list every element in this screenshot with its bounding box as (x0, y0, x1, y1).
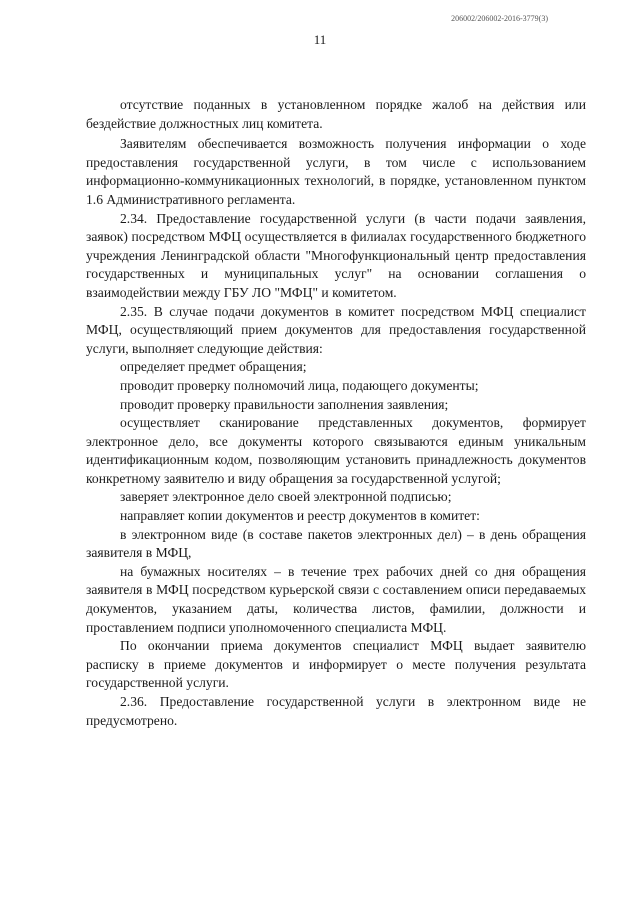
list-item-paper: на бумажных носителях – в течение трех рабочих дней со дня обращения заявителя в МФЦ посредством курьерской связи с составлением описи передаваемых документов, указанием даты, количества листов, фамилии, должности и проставлением подписи уполномоченного специалиста МФЦ. (86, 563, 586, 635)
list-item-scanning: осуществляет сканирование представленных документов, формирует электронное дело, все документы которого связываются единым уникальным идентификационным кодом, позволяющим установить принадлежность документов конкретному заявителю и виду обращения за государственной услугой; (86, 415, 586, 486)
paragraph-receipt: По окончании приема документов специалист МФЦ выдает заявителю расписку в приеме документов и информирует о месте получения результата государственной услуги. (86, 638, 586, 691)
list-item-send-copies: направляет копии документов и реестр документов в комитет: (120, 508, 480, 524)
list-item-authority-check: проводит проверку полномочий лица, подающего документы; (120, 377, 479, 393)
paragraph-2-34: 2.34. Предоставление государственной услуги (в части подачи заявления, заявок) посредством МФЦ осуществляется в филиалах государственного бюджетного учреждения Ленинградской области "Многофункциональный центр предоставления государственных и муниципальных услуг" на основании соглашения о взаимодействии между ГБУ ЛО "МФЦ" и комитетом. (86, 210, 586, 300)
document-body (86, 96, 586, 730)
paragraph-2-35: 2.35. В случае подачи документов в комитет посредством МФЦ специалист МФЦ, осуществляющий прием документов для предоставления государственной услуги, выполняет следующие действия: (86, 303, 586, 356)
list-item-signature: заверяет электронное дело своей электронной подписью; (120, 489, 452, 505)
paragraph-2-36: 2.36. Предоставление государственной услуги в электронном виде не предусмотрено. (86, 694, 586, 728)
page-number: 11 (313, 32, 327, 47)
list-item-subject: определяет предмет обращения; (120, 359, 307, 375)
list-item-form-check: проводит проверку правильности заполнения заявления; (120, 396, 449, 412)
list-item-electronic: в электронном виде (в составе пакетов электронных дел) – в день обращения заявителя в МФЦ, (86, 526, 586, 561)
paragraph-information: Заявителям обеспечивается возможность получения информации о ходе предоставления государственной услуги, в том числе с использованием информационно-коммуникационных технологий, в порядке, установленном пунктом 1.6 Административного регламента. (86, 136, 586, 207)
document-id: 206002/206002-2016-3779(3) (451, 14, 548, 23)
paragraph-complaints: отсутствие поданных в установленном порядке жалоб на действия или бездействие должностных лиц комитета. (86, 97, 586, 131)
